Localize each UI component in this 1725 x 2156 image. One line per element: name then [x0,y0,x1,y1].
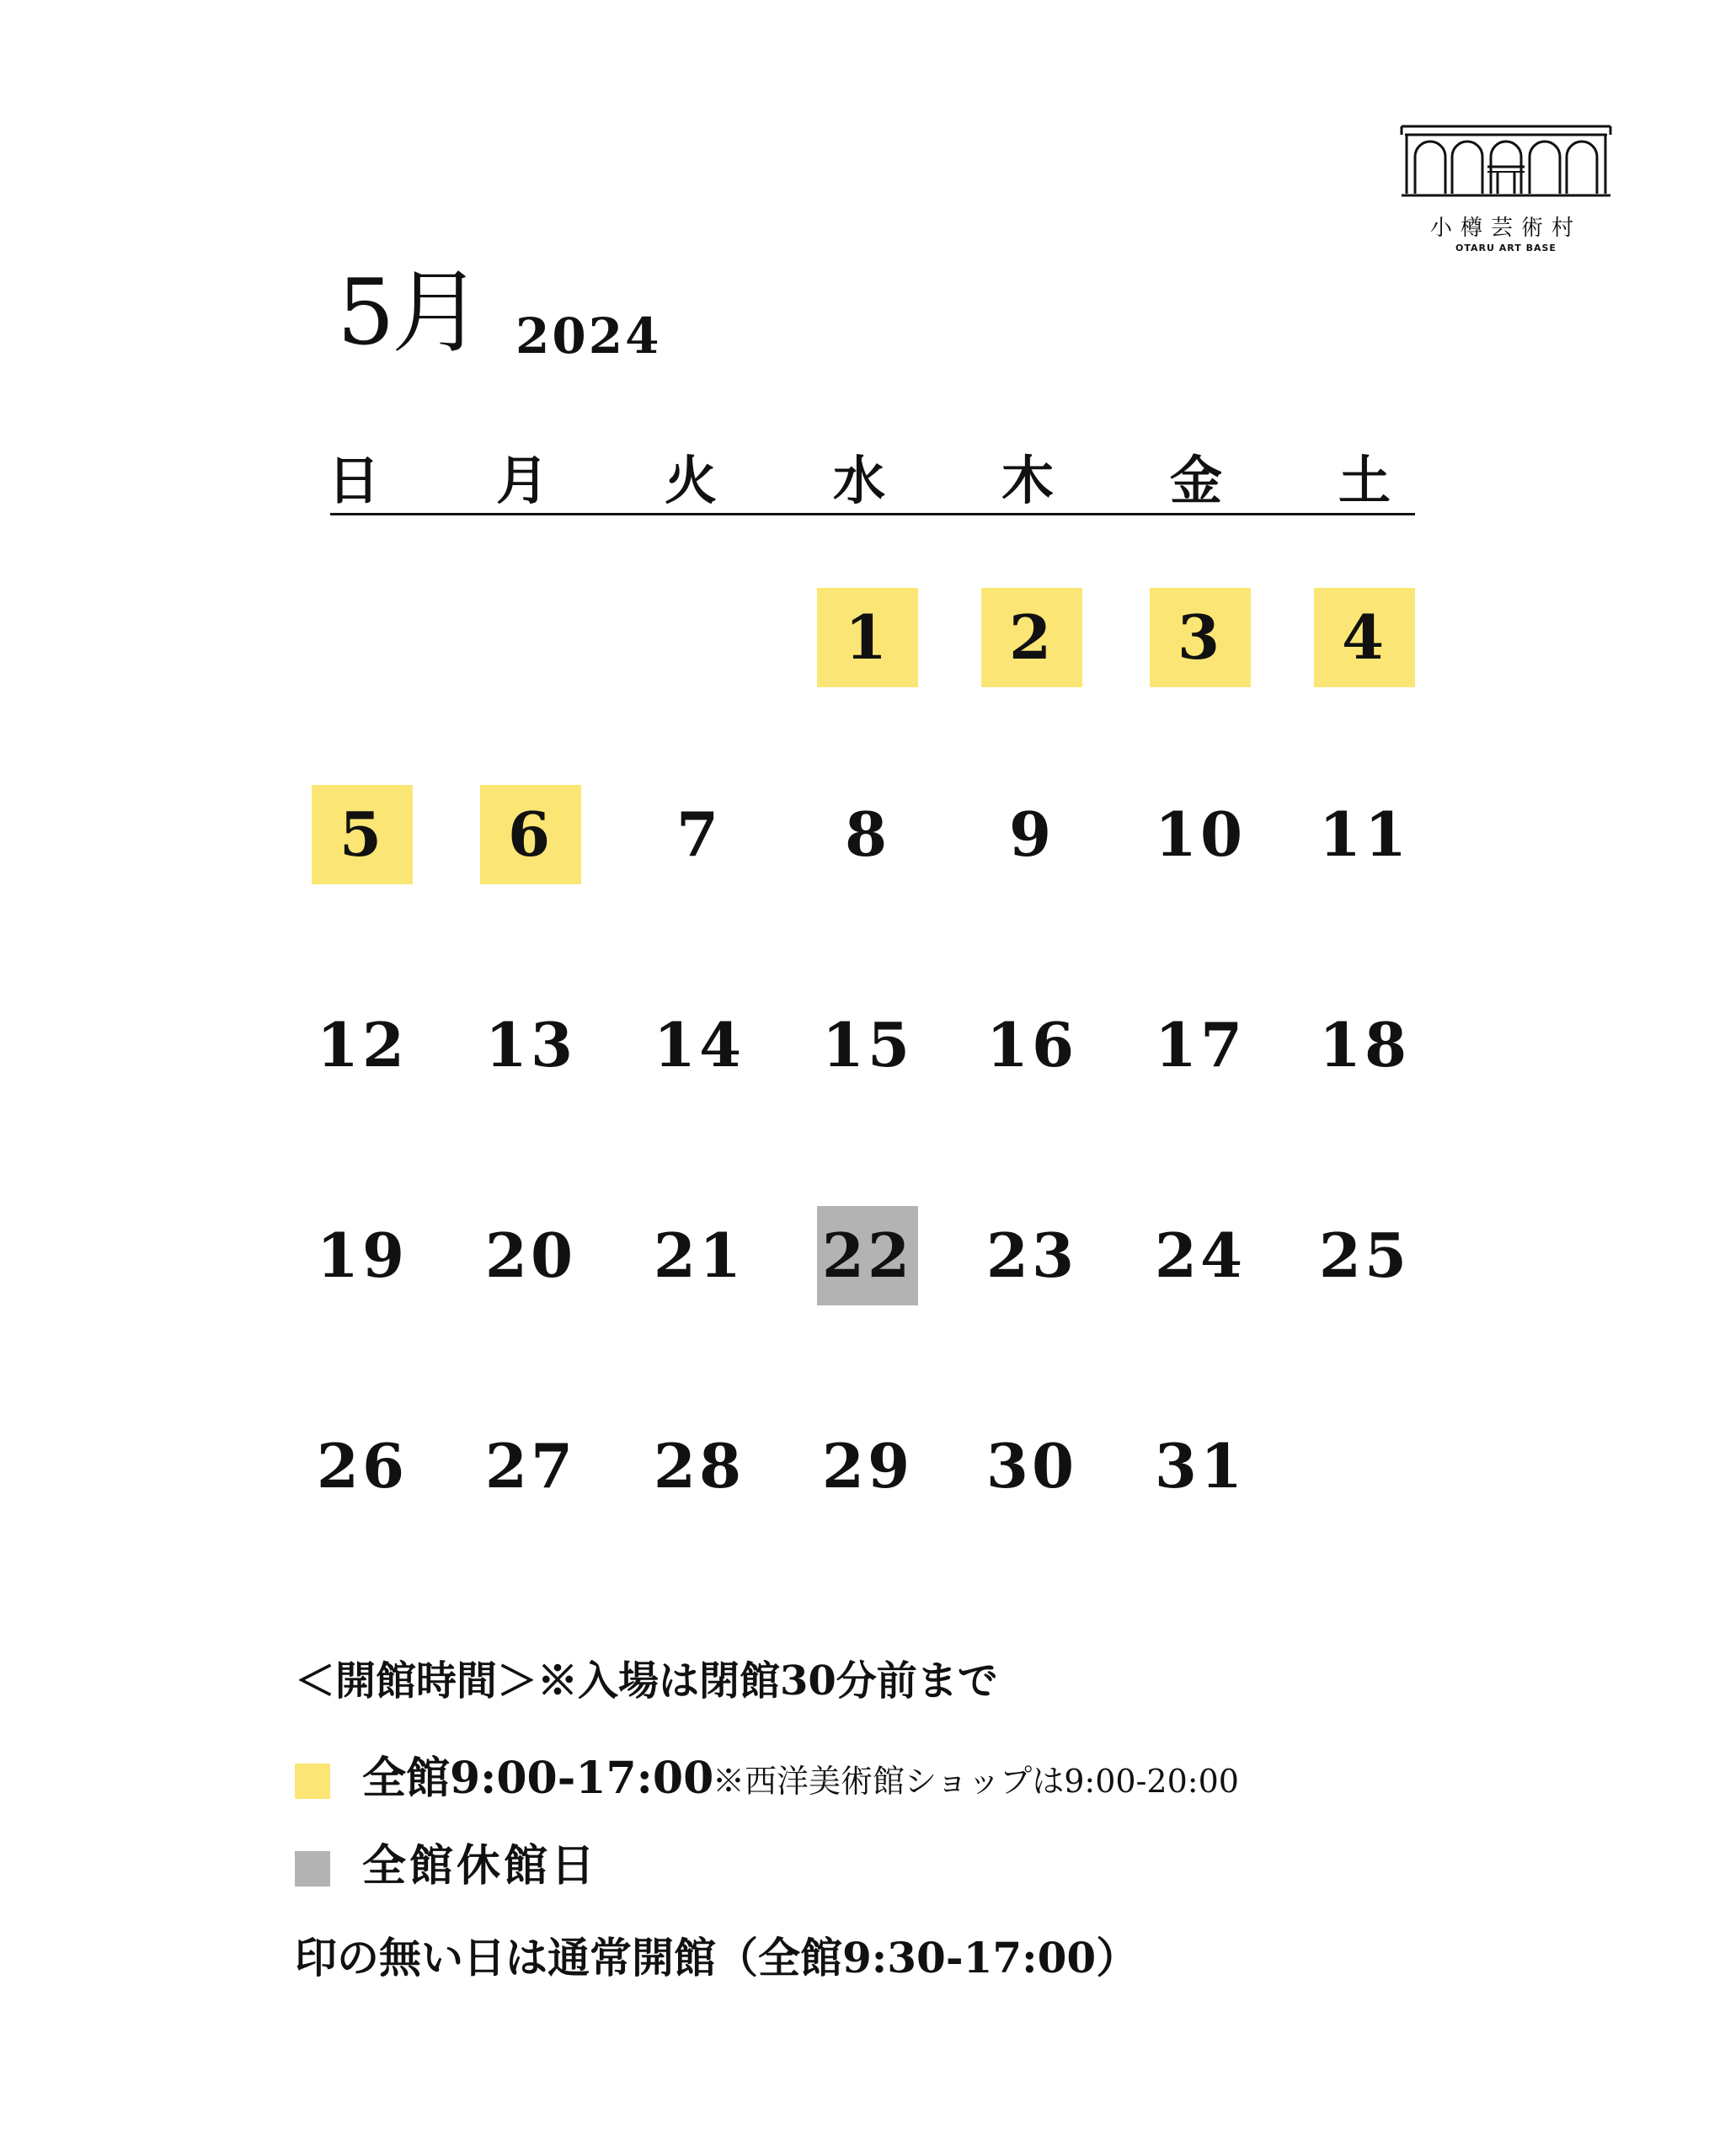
calendar-day-22: 22 [817,1206,918,1305]
legend-normal-hours: 印の無い日は通常開館（全館9:30-17:00） [295,1933,1139,1983]
legend-heading: ＜開館時間＞※入場は閉館30分前まで [295,1657,998,1705]
calendar-day-12: 12 [316,1009,409,1081]
calendar-day-25: 25 [1318,1219,1411,1291]
calendar-day-10: 10 [1154,798,1247,870]
calendar-day-27: 27 [484,1430,577,1502]
calendar-day-3: 3 [1150,588,1251,687]
weekday-tuesday: 火 [664,450,717,511]
weekday-saturday: 土 [1338,450,1391,511]
calendar-day-5: 5 [312,785,413,884]
calendar-day-26: 26 [316,1430,409,1502]
month-title: 5月 [337,260,479,366]
weekday-divider [330,513,1415,515]
building-arches-icon [1398,123,1614,207]
calendar-day-24: 24 [1154,1219,1247,1291]
year-label: 2024 [515,307,662,365]
weekday-thursday: 木 [1001,450,1054,511]
weekday-sunday: 日 [327,450,380,511]
calendar-day-11: 11 [1318,798,1411,870]
calendar-day-30: 30 [985,1430,1078,1502]
calendar-day-15: 15 [821,1009,914,1081]
calendar-day-6: 6 [480,785,581,884]
calendar-day-20: 20 [484,1219,577,1291]
logo-subtitle: OTARU ART BASE [1455,243,1557,253]
weekday-wednesday: 水 [832,450,885,511]
weekday-friday: 金 [1169,450,1222,511]
weekday-monday: 月 [495,450,548,511]
calendar-day-4: 4 [1314,588,1415,687]
logo-name: 小樽芸術村 [1429,216,1582,241]
calendar-day-29: 29 [821,1430,914,1502]
logo [1398,123,1614,258]
calendar-day-2: 2 [981,588,1082,687]
calendar-day-13: 13 [484,1009,577,1081]
legend-closed-label: 全館休館日 [362,1840,599,1892]
calendar-day-8: 8 [844,798,891,870]
calendar-day-18: 18 [1318,1009,1411,1081]
legend-open-swatch [295,1764,330,1799]
legend-closed-swatch [295,1851,330,1886]
calendar-day-1: 1 [817,588,918,687]
calendar-day-31: 31 [1154,1430,1247,1502]
legend-open-note: ※西洋美術館ショップは9:00-20:00 [713,1763,1239,1800]
calendar-day-21: 21 [653,1219,745,1291]
calendar-day-17: 17 [1154,1009,1247,1081]
calendar-day-23: 23 [985,1219,1078,1291]
calendar-day-28: 28 [653,1430,745,1502]
legend-open-label: 全館9:00-17:00 [362,1753,714,1804]
calendar-day-7: 7 [676,798,723,870]
calendar-day-16: 16 [985,1009,1078,1081]
calendar-day-14: 14 [653,1009,745,1081]
calendar-day-9: 9 [1008,798,1055,870]
calendar-day-19: 19 [316,1219,409,1291]
